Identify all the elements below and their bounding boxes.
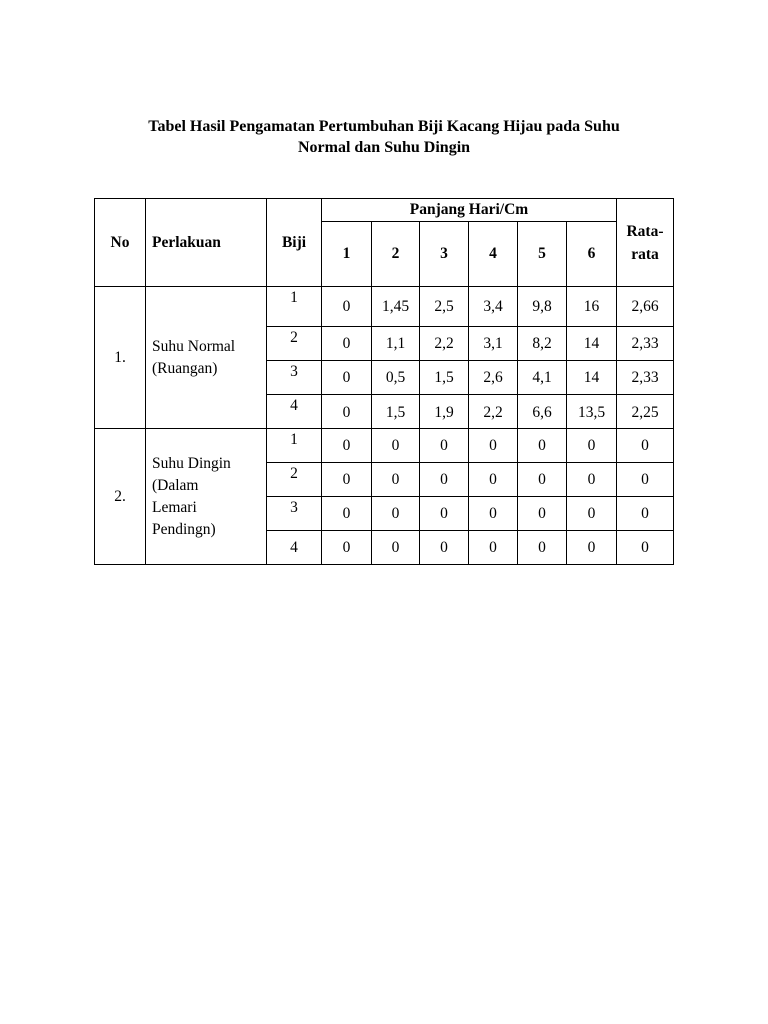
value-cell: 0 bbox=[322, 361, 372, 395]
treatment-label bbox=[146, 287, 267, 429]
value-cell: 0 bbox=[322, 327, 372, 361]
table-title bbox=[84, 116, 684, 158]
value-cell: 0 bbox=[322, 287, 372, 327]
value-cell: 0 bbox=[518, 531, 567, 565]
value-cell: 0 bbox=[518, 497, 567, 531]
header-perlakuan: Perlakuan bbox=[146, 199, 267, 287]
value-cell: 0 bbox=[420, 463, 469, 497]
average-cell: 0 bbox=[617, 429, 674, 463]
average-cell: 0 bbox=[617, 497, 674, 531]
value-cell: 0 bbox=[518, 429, 567, 463]
value-cell: 14 bbox=[567, 361, 617, 395]
value-cell: 8,2 bbox=[518, 327, 567, 361]
value-cell: 0 bbox=[420, 497, 469, 531]
header-panjang-hari: Panjang Hari/Cm bbox=[322, 199, 617, 222]
seed-number: 1 bbox=[267, 287, 322, 327]
value-cell: 3,4 bbox=[469, 287, 518, 327]
table-title-line-1: Tabel Hasil Pengamatan Pertumbuhan Biji Kacang Hijau pada Suhu bbox=[148, 118, 620, 135]
value-cell: 0 bbox=[372, 497, 420, 531]
value-cell: 0 bbox=[322, 395, 372, 429]
value-cell: 0,5 bbox=[372, 361, 420, 395]
header-rata-rata bbox=[617, 199, 674, 287]
seed-number: 4 bbox=[267, 395, 322, 429]
treatment-line: Suhu Normal bbox=[152, 337, 236, 355]
value-cell: 0 bbox=[322, 429, 372, 463]
value-cell: 0 bbox=[567, 497, 617, 531]
value-cell: 9,8 bbox=[518, 287, 567, 327]
seed-number: 2 bbox=[267, 327, 322, 361]
header-day: 3 bbox=[420, 222, 469, 287]
treatment-line: (Ruangan) bbox=[152, 359, 218, 377]
value-cell: 0 bbox=[322, 497, 372, 531]
table-row bbox=[95, 287, 674, 327]
value-cell: 4,1 bbox=[518, 361, 567, 395]
row-number: 2. bbox=[95, 429, 146, 565]
value-cell: 0 bbox=[567, 463, 617, 497]
average-cell: 2,25 bbox=[617, 395, 674, 429]
value-cell: 0 bbox=[518, 463, 567, 497]
value-cell: 1,45 bbox=[372, 287, 420, 327]
value-cell: 1,1 bbox=[372, 327, 420, 361]
value-cell: 0 bbox=[469, 429, 518, 463]
table-row bbox=[95, 429, 674, 463]
value-cell: 2,5 bbox=[420, 287, 469, 327]
value-cell: 0 bbox=[322, 463, 372, 497]
header-day: 6 bbox=[567, 222, 617, 287]
header-day: 4 bbox=[469, 222, 518, 287]
average-cell: 2,66 bbox=[617, 287, 674, 327]
treatment-line: (Dalam bbox=[152, 476, 199, 494]
value-cell: 6,6 bbox=[518, 395, 567, 429]
treatment-label bbox=[146, 429, 267, 565]
value-cell: 0 bbox=[372, 531, 420, 565]
treatment-line: Suhu Dingin bbox=[152, 454, 231, 472]
seed-number: 1 bbox=[267, 429, 322, 463]
value-cell: 16 bbox=[567, 287, 617, 327]
value-cell: 1,5 bbox=[372, 395, 420, 429]
value-cell: 2,6 bbox=[469, 361, 518, 395]
value-cell: 0 bbox=[420, 429, 469, 463]
average-cell: 0 bbox=[617, 531, 674, 565]
header-rata-line-2: rata bbox=[631, 245, 659, 263]
value-cell: 0 bbox=[567, 531, 617, 565]
header-rata-line-1: Rata- bbox=[626, 222, 664, 240]
value-cell: 13,5 bbox=[567, 395, 617, 429]
value-cell: 14 bbox=[567, 327, 617, 361]
value-cell: 0 bbox=[469, 497, 518, 531]
treatment-line: Lemari bbox=[152, 498, 197, 516]
value-cell: 0 bbox=[372, 429, 420, 463]
value-cell: 0 bbox=[567, 429, 617, 463]
average-cell: 2,33 bbox=[617, 327, 674, 361]
average-cell: 2,33 bbox=[617, 361, 674, 395]
value-cell: 0 bbox=[469, 463, 518, 497]
seed-number: 2 bbox=[267, 463, 322, 497]
header-row-top bbox=[95, 199, 674, 222]
header-no: No bbox=[95, 199, 146, 287]
value-cell: 0 bbox=[322, 531, 372, 565]
treatment-line: Pendingn) bbox=[152, 520, 216, 538]
row-number: 1. bbox=[95, 287, 146, 429]
seed-number: 3 bbox=[267, 497, 322, 531]
value-cell: 0 bbox=[420, 531, 469, 565]
header-day: 5 bbox=[518, 222, 567, 287]
seed-number: 3 bbox=[267, 361, 322, 395]
seed-number: 4 bbox=[267, 531, 322, 565]
value-cell: 1,5 bbox=[420, 361, 469, 395]
value-cell: 2,2 bbox=[420, 327, 469, 361]
results-table bbox=[94, 198, 674, 565]
table-title-line-2: Normal dan Suhu Dingin bbox=[297, 139, 471, 156]
value-cell: 2,2 bbox=[469, 395, 518, 429]
value-cell: 0 bbox=[469, 531, 518, 565]
value-cell: 0 bbox=[372, 463, 420, 497]
header-day: 1 bbox=[322, 222, 372, 287]
header-day: 2 bbox=[372, 222, 420, 287]
header-biji: Biji bbox=[267, 199, 322, 287]
average-cell: 0 bbox=[617, 463, 674, 497]
value-cell: 1,9 bbox=[420, 395, 469, 429]
value-cell: 3,1 bbox=[469, 327, 518, 361]
